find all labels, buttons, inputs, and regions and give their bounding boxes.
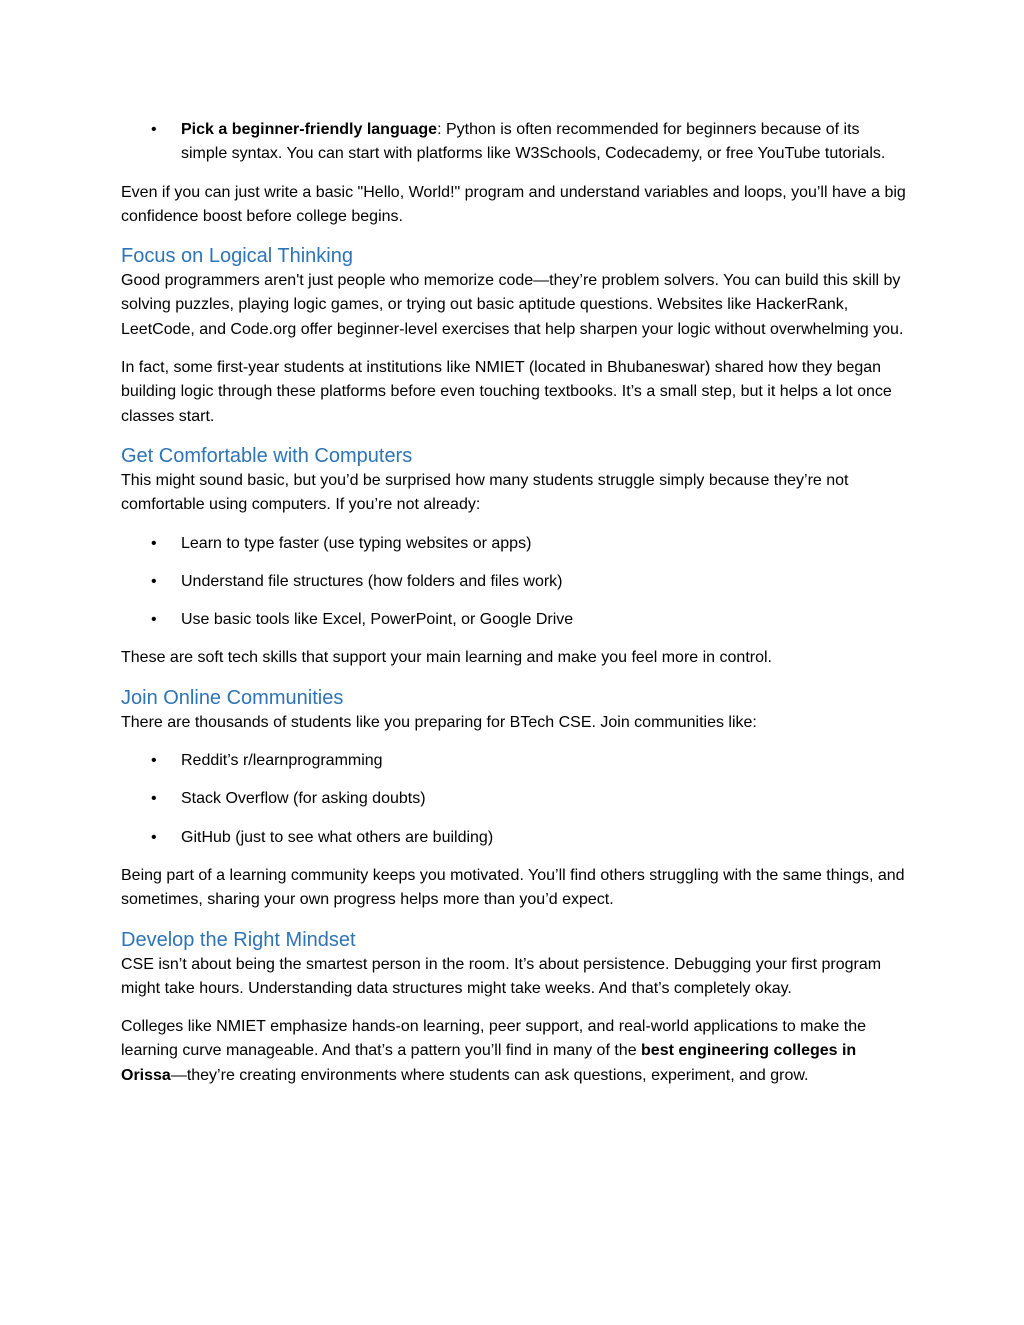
list-item bbox=[121, 826, 907, 850]
mindset-paragraph-2-bold: best engineering colleges in Orissa bbox=[121, 1042, 857, 1084]
bullet-icon: • bbox=[151, 534, 157, 552]
intro-paragraph: Even if you can just write a basic "Hello, World!" program and understand variables and loops, you’ll have a big confidence boost before college begins. bbox=[121, 183, 906, 225]
list-item bbox=[121, 787, 907, 811]
list-item-text: GitHub (just to see what others are building) bbox=[181, 828, 494, 846]
mindset-paragraph-2 bbox=[121, 1015, 907, 1088]
computers-paragraph-2: These are soft tech skills that support your main learning and make you feel more in control. bbox=[121, 649, 772, 667]
bullet-icon: • bbox=[151, 572, 157, 590]
bullet-icon: • bbox=[151, 752, 157, 770]
computers-list bbox=[121, 532, 907, 633]
list-item-text: Use basic tools like Excel, PowerPoint, or Google Drive bbox=[181, 611, 574, 629]
bullet-icon: • bbox=[151, 790, 157, 808]
heading-computers: Get Comfortable with Computers bbox=[121, 444, 413, 467]
mindset-paragraph-2-start: Colleges like NMIET emphasize hands-on learning, peer support, and real-world applications to make the learning curve manageable. And that’s a pattern you’ll find in many of the bbox=[121, 1018, 866, 1060]
communities-list bbox=[121, 749, 907, 850]
list-item-text: Understand file structures (how folders and files work) bbox=[181, 572, 563, 590]
mindset-paragraph-2-end: —they’re creating environments where students can ask questions, experiment, and grow. bbox=[170, 1066, 809, 1084]
intro-bullet-text: : Python is often recommended for beginners because of its simple syntax. You can start with platforms like W3Schools, Codecademy, or free YouTube tutorials. bbox=[181, 121, 886, 163]
list-item bbox=[121, 532, 907, 556]
list-item bbox=[121, 118, 907, 167]
list-item-text: Reddit’s r/learnprogramming bbox=[181, 752, 383, 770]
bullet-icon: • bbox=[151, 121, 157, 138]
list-item bbox=[121, 749, 907, 773]
computers-paragraph-1: This might sound basic, but you’d be surprised how many students struggle simply because they’re not comfortable using computers. If you’re not already: bbox=[121, 471, 849, 514]
list-item-text: Stack Overflow (for asking doubts) bbox=[181, 790, 426, 808]
intro-list bbox=[121, 118, 907, 167]
heading-mindset: Develop the Right Mindset bbox=[121, 928, 356, 951]
mindset-paragraph-1: CSE isn’t about being the smartest person in the room. It’s about persistence. Debugging your first program might take hours. Understanding data structures might take weeks. And that’s completely okay. bbox=[121, 955, 882, 997]
intro-bullet-bold: Pick a beginner-friendly language bbox=[181, 121, 438, 138]
logical-paragraph-1: Good programmers aren't just people who memorize code—they’re problem solvers. You can build this skill by solving puzzles, playing logic games, or trying out basic aptitude questions. Websites like HackerRank, LeetCode, and Code.org offer beginner-level exercises that help sharpen your logic without overwhelming you. bbox=[121, 272, 904, 338]
bullet-icon: • bbox=[151, 828, 157, 846]
heading-communities: Join Online Communities bbox=[121, 686, 344, 709]
communities-paragraph-1: There are thousands of students like you preparing for BTech CSE. Join communities like: bbox=[121, 713, 757, 731]
list-item-text: Learn to type faster (use typing websites or apps) bbox=[181, 534, 532, 552]
bullet-icon: • bbox=[151, 611, 157, 629]
list-item bbox=[121, 570, 907, 594]
logical-paragraph-2: In fact, some first-year students at institutions like NMIET (located in Bhubaneswar) shared how they began building logic through these platforms before even touching textbooks. It’s a small step, but it helps a lot once classes start. bbox=[121, 359, 892, 425]
heading-logical-thinking: Focus on Logical Thinking bbox=[121, 245, 353, 268]
communities-paragraph-2: Being part of a learning community keeps you motivated. You’ll find others struggling with the same things, and sometimes, sharing your own progress helps more than you’d expect. bbox=[121, 866, 905, 909]
list-item bbox=[121, 608, 907, 632]
document-page bbox=[121, 118, 907, 1102]
